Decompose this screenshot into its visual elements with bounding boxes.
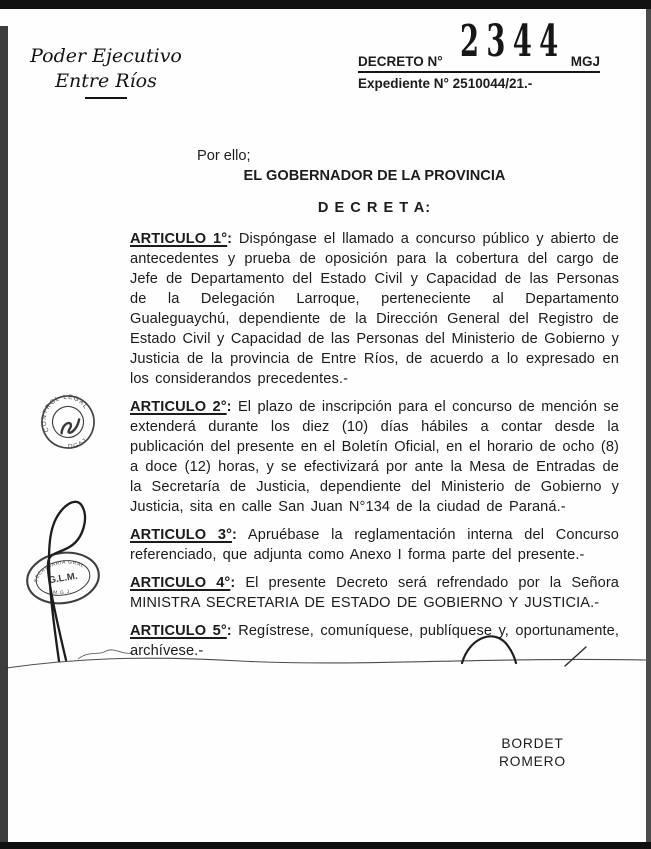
- letterhead-line1: Poder Ejecutivo: [30, 45, 182, 67]
- scan-edge-right: [646, 9, 651, 842]
- article-3-text: Apruébase la reglamentación interna del Concurso referenciado, que adjunta como Anexo I forma parte del presente.-: [130, 527, 620, 563]
- control-stamp-top-text: CONTROL LEGAL: [40, 393, 90, 434]
- decree-header-block: [358, 54, 600, 91]
- svg-text:SECRETARIA GRAL.: [30, 556, 88, 587]
- article-2: [130, 397, 619, 517]
- por-ello-line: Por ello;: [197, 148, 251, 164]
- article-4-text: El presente Decreto será refrendado por la Señora MINISTRA SECRETARIA DE ESTADO DE GOBIERNO Y JUSTICIA.-: [130, 575, 619, 611]
- glm-stamp: [24, 548, 103, 609]
- decree-number-row: [358, 54, 600, 73]
- article-5-text: Regístrese, comuníquese, publíquese y, oportunamente, archívese.-: [130, 623, 620, 659]
- signature-bordet: BORDET: [501, 736, 564, 751]
- glm-stamp-bottom-text: M.G.J.: [52, 588, 74, 597]
- scan-edge-bottom: [0, 842, 651, 849]
- decree-label: DECRETO N°: [358, 54, 443, 69]
- decreta-line: D E C R E T A:: [317, 200, 432, 216]
- article-3-label: ARTICULO 3°: [130, 527, 233, 543]
- svg-text:DGAJ: [65, 434, 90, 454]
- letterhead: [28, 44, 184, 99]
- article-1-label: ARTICULO 1°: [130, 231, 228, 247]
- decree-suffix: MGJ: [570, 54, 600, 69]
- signature-flourish: [48, 502, 85, 661]
- article-1-colon: :: [227, 231, 233, 247]
- article-4-colon: :: [230, 575, 236, 591]
- letterhead-flourish: [85, 97, 127, 99]
- article-4: [130, 573, 619, 613]
- article-1-text: Dispóngase el llamado a concurso público y abierto de antecedentes y prueba de oposición para la cobertura del cargo de Jefe de Departamento del Estado Civil y Capacidad de las Personas de la Delegación Larroque, perteneciente al Departamento Gualeguaychú, dependiente de la Dirección General del Registro de Estado Civil y Capacidad de las Personas del Ministerio de Gobierno y Justicia de la provincia de Entre Ríos, de acuerdo a lo expresado en los considerandos precedentes.-: [130, 231, 619, 387]
- signature-block: [455, 735, 610, 771]
- article-1: [130, 229, 619, 389]
- article-3-colon: :: [232, 527, 238, 543]
- expediente-line: Expediente N° 2510044/21.-: [358, 76, 533, 91]
- glm-stamp-center-text: G.L.M.: [47, 570, 79, 587]
- glm-stamp-top-text: SECRETARIA GRAL.: [33, 560, 87, 584]
- svg-text:CONTROL LEGAL: [31, 384, 90, 433]
- article-2-colon: :: [226, 399, 232, 415]
- letterhead-line2: Entre Ríos: [55, 70, 157, 92]
- article-4-label: ARTICULO 4°: [130, 575, 231, 591]
- scan-edge-left: [0, 26, 8, 842]
- article-5-label: ARTICULO 5°: [130, 623, 227, 639]
- article-5: [130, 621, 619, 661]
- article-2-text: El plazo de inscripción para el concurso de mención se extenderá durante los diez (10) días hábiles a contar desde la publicación del presente en el Boletín Oficial, en el horario de ocho (8) a doce (12) horas, y se efectivizará por ante la Mesa de Entradas de la Secretaría de Justicia, dependiente del Ministerio de Gobierno y Justicia, sita en calle San Juan N°134 de la ciudad de Paraná.-: [130, 399, 619, 515]
- article-2-label: ARTICULO 2°: [130, 399, 227, 415]
- articles-body: [130, 229, 619, 669]
- article-5-colon: :: [226, 623, 232, 639]
- decree-number-stamp: 2344: [460, 16, 566, 67]
- article-3: [130, 525, 619, 565]
- control-stamp-signature-scribble: [59, 418, 83, 437]
- scan-edge-top: [0, 0, 651, 9]
- authority-line: EL GOBERNADOR DE LA PROVINCIA: [243, 168, 506, 184]
- signature-romero: ROMERO: [499, 754, 566, 769]
- pen-scribble: [78, 650, 133, 659]
- control-legal-stamp: [31, 384, 104, 460]
- control-stamp-bottom-text: DGAJ: [67, 436, 90, 451]
- svg-text:M.G.J.: [52, 587, 73, 598]
